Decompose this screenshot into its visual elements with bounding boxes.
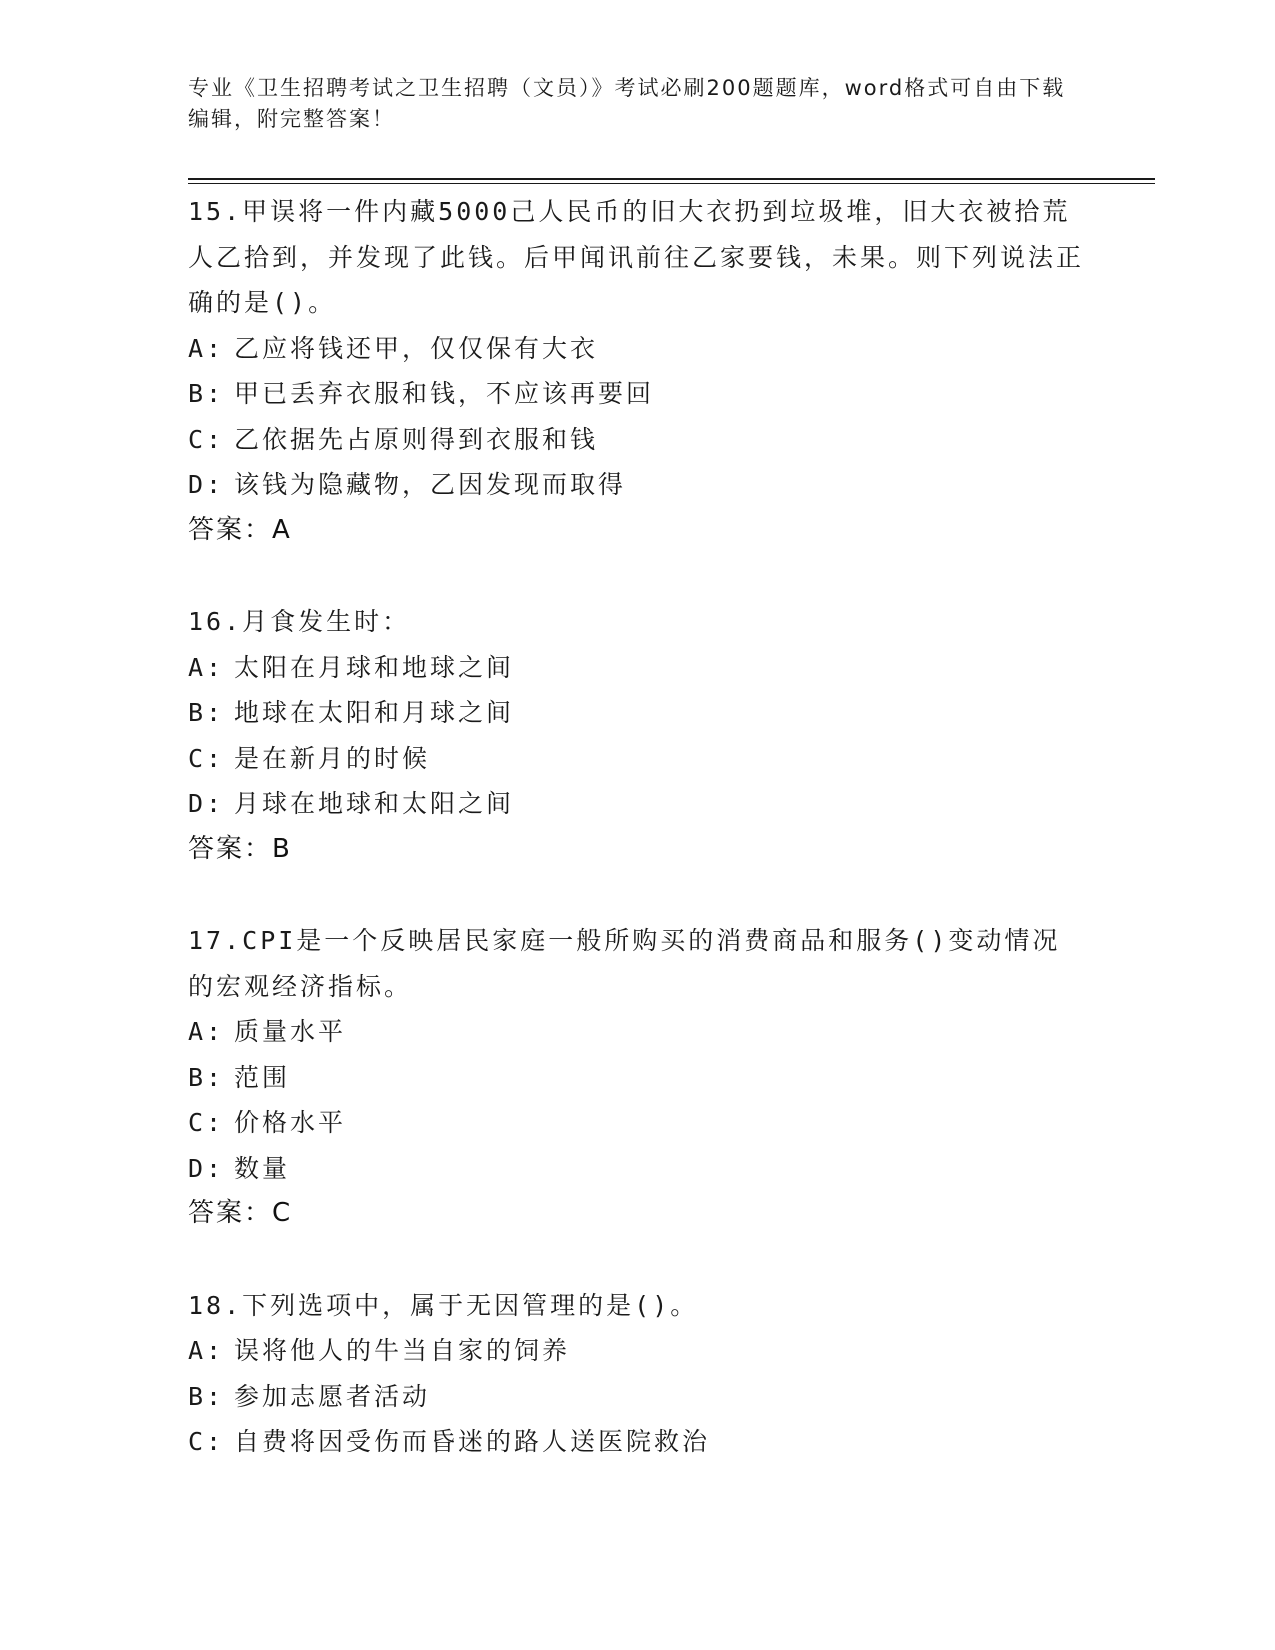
option-d bbox=[188, 462, 1088, 508]
option-c bbox=[188, 1419, 1088, 1465]
option-letter: B: bbox=[188, 379, 225, 408]
question-15 bbox=[188, 189, 1088, 553]
option-letter: A: bbox=[188, 333, 225, 363]
option-text: 地球在太阳和月球之间 bbox=[234, 698, 515, 727]
option-c bbox=[188, 1100, 1088, 1146]
option-letter: D: bbox=[188, 1153, 225, 1183]
option-a bbox=[188, 326, 1088, 372]
option-d bbox=[188, 781, 1088, 827]
option-text: 月球在地球和太阳之间 bbox=[234, 789, 515, 818]
option-letter: A: bbox=[188, 1017, 225, 1046]
header-divider-thin bbox=[188, 183, 1155, 184]
question-18 bbox=[188, 1283, 1088, 1465]
document-header: 专业《卫生招聘考试之卫生招聘（文员）》考试必刷200题题库，word格式可自由下载编辑，附完整答案！ bbox=[188, 76, 1066, 131]
option-b bbox=[188, 1374, 1088, 1420]
option-letter: A: bbox=[188, 1336, 225, 1365]
answer-label: 答案：C bbox=[188, 1198, 293, 1228]
question-16 bbox=[188, 599, 1088, 872]
option-letter: D: bbox=[188, 470, 225, 499]
option-text: 数量 bbox=[234, 1153, 291, 1183]
option-text: 参加志愿者活动 bbox=[234, 1381, 431, 1411]
option-b bbox=[188, 371, 1088, 417]
question-stem: 15.甲误将一件内藏5000己人民币的旧大衣扔到垃圾堆，旧大衣被拾荒人乙拾到，并发现了此钱。后甲闻讯前往乙家要钱，未果。则下列说法正确的是()。 bbox=[188, 197, 1085, 317]
option-letter: D: bbox=[188, 789, 225, 818]
option-letter: B: bbox=[188, 1062, 225, 1092]
answer-label: 答案：A bbox=[188, 514, 292, 545]
header-divider-thick bbox=[188, 178, 1155, 180]
option-a bbox=[188, 645, 1088, 691]
option-c bbox=[188, 417, 1088, 463]
option-text: 质量水平 bbox=[234, 1017, 347, 1046]
option-text: 误将他人的牛当自家的饲养 bbox=[234, 1336, 571, 1365]
option-text: 价格水平 bbox=[234, 1108, 347, 1137]
option-text: 自费将因受伤而昏迷的路人送医院救治 bbox=[234, 1427, 711, 1456]
option-letter: C: bbox=[188, 1108, 225, 1137]
question-list bbox=[188, 189, 1088, 1511]
option-d bbox=[188, 1146, 1088, 1192]
option-c bbox=[188, 736, 1088, 782]
option-text: 该钱为隐藏物，乙因发现而取得 bbox=[234, 470, 627, 499]
option-text: 乙依据先占原则得到衣服和钱 bbox=[234, 424, 599, 454]
question-stem: 18.下列选项中，属于无因管理的是()。 bbox=[188, 1290, 699, 1320]
option-letter: C: bbox=[188, 424, 225, 454]
option-text: 是在新月的时候 bbox=[234, 743, 431, 773]
answer-label: 答案：B bbox=[188, 833, 292, 864]
option-b bbox=[188, 690, 1088, 736]
option-letter: C: bbox=[188, 1427, 225, 1456]
question-stem: 17.CPI是一个反映居民家庭一般所购买的消费商品和服务()变动情况的宏观经济指标。 bbox=[188, 926, 1061, 1001]
question-stem: 16.月食发生时： bbox=[188, 607, 411, 636]
option-letter: C: bbox=[188, 743, 225, 773]
question-17 bbox=[188, 918, 1088, 1237]
option-text: 太阳在月球和地球之间 bbox=[234, 652, 515, 682]
option-a bbox=[188, 1009, 1088, 1055]
option-letter: B: bbox=[188, 698, 225, 727]
option-a bbox=[188, 1328, 1088, 1374]
option-letter: B: bbox=[188, 1381, 225, 1411]
option-b bbox=[188, 1055, 1088, 1101]
option-text: 范围 bbox=[234, 1062, 291, 1092]
option-letter: A: bbox=[188, 652, 225, 682]
option-text: 乙应将钱还甲，仅仅保有大衣 bbox=[234, 333, 599, 363]
option-text: 甲已丢弃衣服和钱，不应该再要回 bbox=[234, 379, 655, 408]
